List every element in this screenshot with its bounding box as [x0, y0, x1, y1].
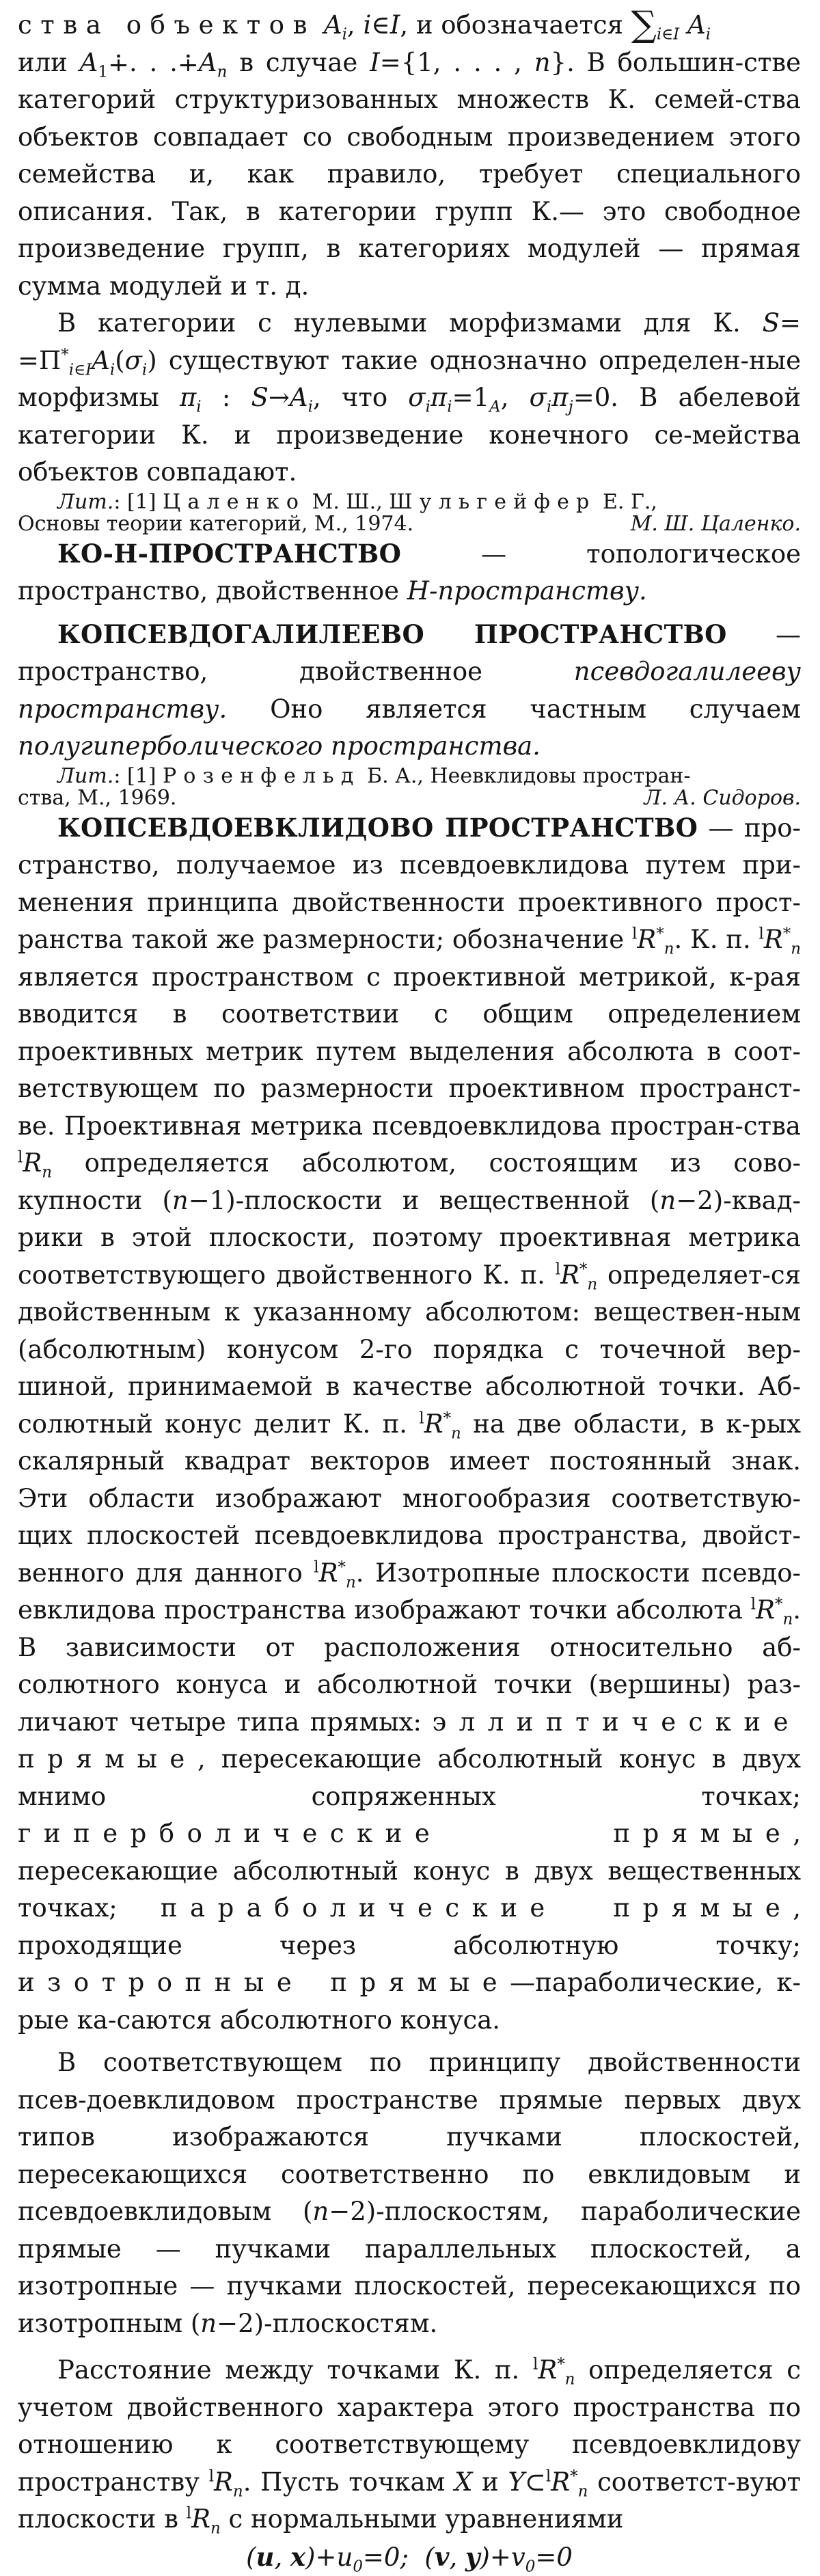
- cross-reference-link[interactable]: полугиперболического пространства.: [18, 731, 541, 761]
- entry-text: — топологическое пространство, двойственное: [18, 539, 801, 606]
- reference-author: Л. А. Сидоров.: [644, 785, 801, 810]
- reference-block-1: Лит.: [1] Цаленко М. Ш., Шульгейфер Е. Г., Основы теории категорий, М., 1974. М. Ш. Цаленко.: [18, 489, 801, 536]
- entry-kopseudogalilean-space: [18, 616, 801, 765]
- sum-symbol: ∑: [631, 4, 657, 45]
- text-fragment: ства объектов: [18, 10, 316, 40]
- entry-headword: КО-Н-ПРОСТРАНСТВО: [57, 538, 402, 569]
- paragraph-distance: Расстояние между точками К. п. $^lR^*_n$ определяется с учетом двойственного характера этого пространства по отношению к соответствующему псевдоевклидову пространству $^lR_n$. Пусть точкам X и $Y\subset^lR^*_n$ соответст-вуют плоскости в $^lR_n$ с нормальными уравнениями: [18, 2355, 801, 2538]
- text-fragment: , i∈I, и обозначается: [346, 10, 631, 40]
- term-hyperbolic-lines: гиперболические прямые: [18, 1819, 793, 1848]
- entry-headword: КОПСЕВДОГАЛИЛЕЕВО ПРОСТРАНСТВО: [57, 619, 727, 649]
- term-parabolic-lines: параболические прямые: [160, 1893, 793, 1923]
- entry-ko-h-space: [18, 535, 801, 610]
- cross-reference-link[interactable]: Н-пространству.: [407, 576, 647, 606]
- reference-author: М. Ш. Цаленко.: [630, 511, 801, 536]
- term-isotropic-lines: изотропные прямые: [18, 1968, 510, 1997]
- paragraph-dual-correspondence: В соответствующем по принципу двойственности псев-доевклидовом пространстве прямые первых двух типов изображаются пучками плоскостей, пересекающихся соответственно по евклидовым и псевдоевклидовым (n−2)-плоскостям, параболические прямые — пучками параллельных плоскостей, а изотропные — пучками плоскостей, пересекающихся по изотропным (n−2)-плоскостям.: [18, 2048, 802, 2338]
- paragraph-coproduct-continuation: ства объектов $A_i$, i∈I, и обозначается $\sum_{i\in I}$ $A_i$ или $A_1∔$. . $.∔A_n$ в случае I={1, . . . , n}. В большин-стве категорий структуризованных множеств К. семей-ства объектов совпадает со свободным произведением этого семейства и, как правило, требует специального описания. Так, в категории групп К.— это свободное произведение групп, в категориях модулей — прямая сумма модулей и т. д.: [18, 4, 801, 301]
- entry-text: Оно является частным случаем: [227, 694, 801, 724]
- paragraph-zero-morphisms: В категории с нулевыми морфизмами для К. $S= =\Pi^*_{i\in I}A_i(\sigma_i)$ существуют такие однозначно определен-ные морфизмы $\pi_i$ : $S\to A_i$, что $\sigma_i\pi_i=1_A$, $\sigma_i\pi_j=0$. В абелевой категории К. и произведение конечного се-мейства объектов совпадают.: [18, 308, 801, 487]
- term-elliptic-lines: эллиптические прямые: [18, 1707, 801, 1774]
- entry-kopseudoeuclidean-space: КОПСЕВДОЕВКЛИДОВО ПРОСТРАНСТВО — про-странство, получаемое из псевдоевклидова путем при-менения принципа двойственности проективного прост-ранства такой же размерности; обозначение $^lR^*_n$. К. п. $^lR^*_n$ является пространством с проективной метрикой, к-рая вводится в соответствии с общим определением проективных метрик путем выделения абсолюта в соот-ветствующем по размерности проективном пространст-ве. Проективная метрика псевдоевклидова простран-ства $^lR_n$ определяется абсолютом, состоящим из сово-купности (n−1)-плоскости и вещественной (n−2)-квад-рики в этой плоскости, поэтому проективная метрика соответствующего двойственного К. п. $^lR^*_n$ определяет-ся двойственным к указанному абсолютом: веществен-ным (абсолютным) конусом 2-го порядка с точечной вер-шиной, принимаемой в качестве абсолютной точки. Аб-солютный конус делит К. п. $^lR^*_n$ на две области, в к-рых скалярный квадрат векторов имеет постоянный знак. Эти области изображают многообразия соответствую-щих плоскостей псевдоевклидова пространства, двойст-венного для данного $^lR^*_n$. Изотропные плоскости псевдо-евклидова пространства изображают точки абсолюта $^lR^*_n$. В зависимости от расположения относительно аб-солютного конуса и абсолютной точки (вершины) раз-личают четыре типа прямых: эллиптические прямые, пересекающие абсолютный конус в двух мнимо сопряженных точках; гиперболические прямые, пересекающие абсолютный конус в двух вещественных точках; параболические прямые, проходящие через абсолютную точку; изотропные прямые—параболические, к-рые ка-саются абсолютного конуса.: [18, 812, 801, 2035]
- entry-text: — пространство, двойственное: [18, 619, 801, 686]
- reference-block-2: Лит.: [1] Розенфельд Б. А., Неевклидовы простран- ства, М., 1969. Л. А. Сидоров.: [18, 763, 801, 810]
- equation-normal-planes: (u, $x)+u_0=0$; (v, $y)+v_0=0$: [246, 2541, 573, 2575]
- cross-reference-link[interactable]: псевдогалилееву пространству.: [18, 657, 801, 724]
- entry-headword: КОПСЕВДОЕВКЛИДОВО ПРОСТРАНСТВО: [57, 812, 698, 843]
